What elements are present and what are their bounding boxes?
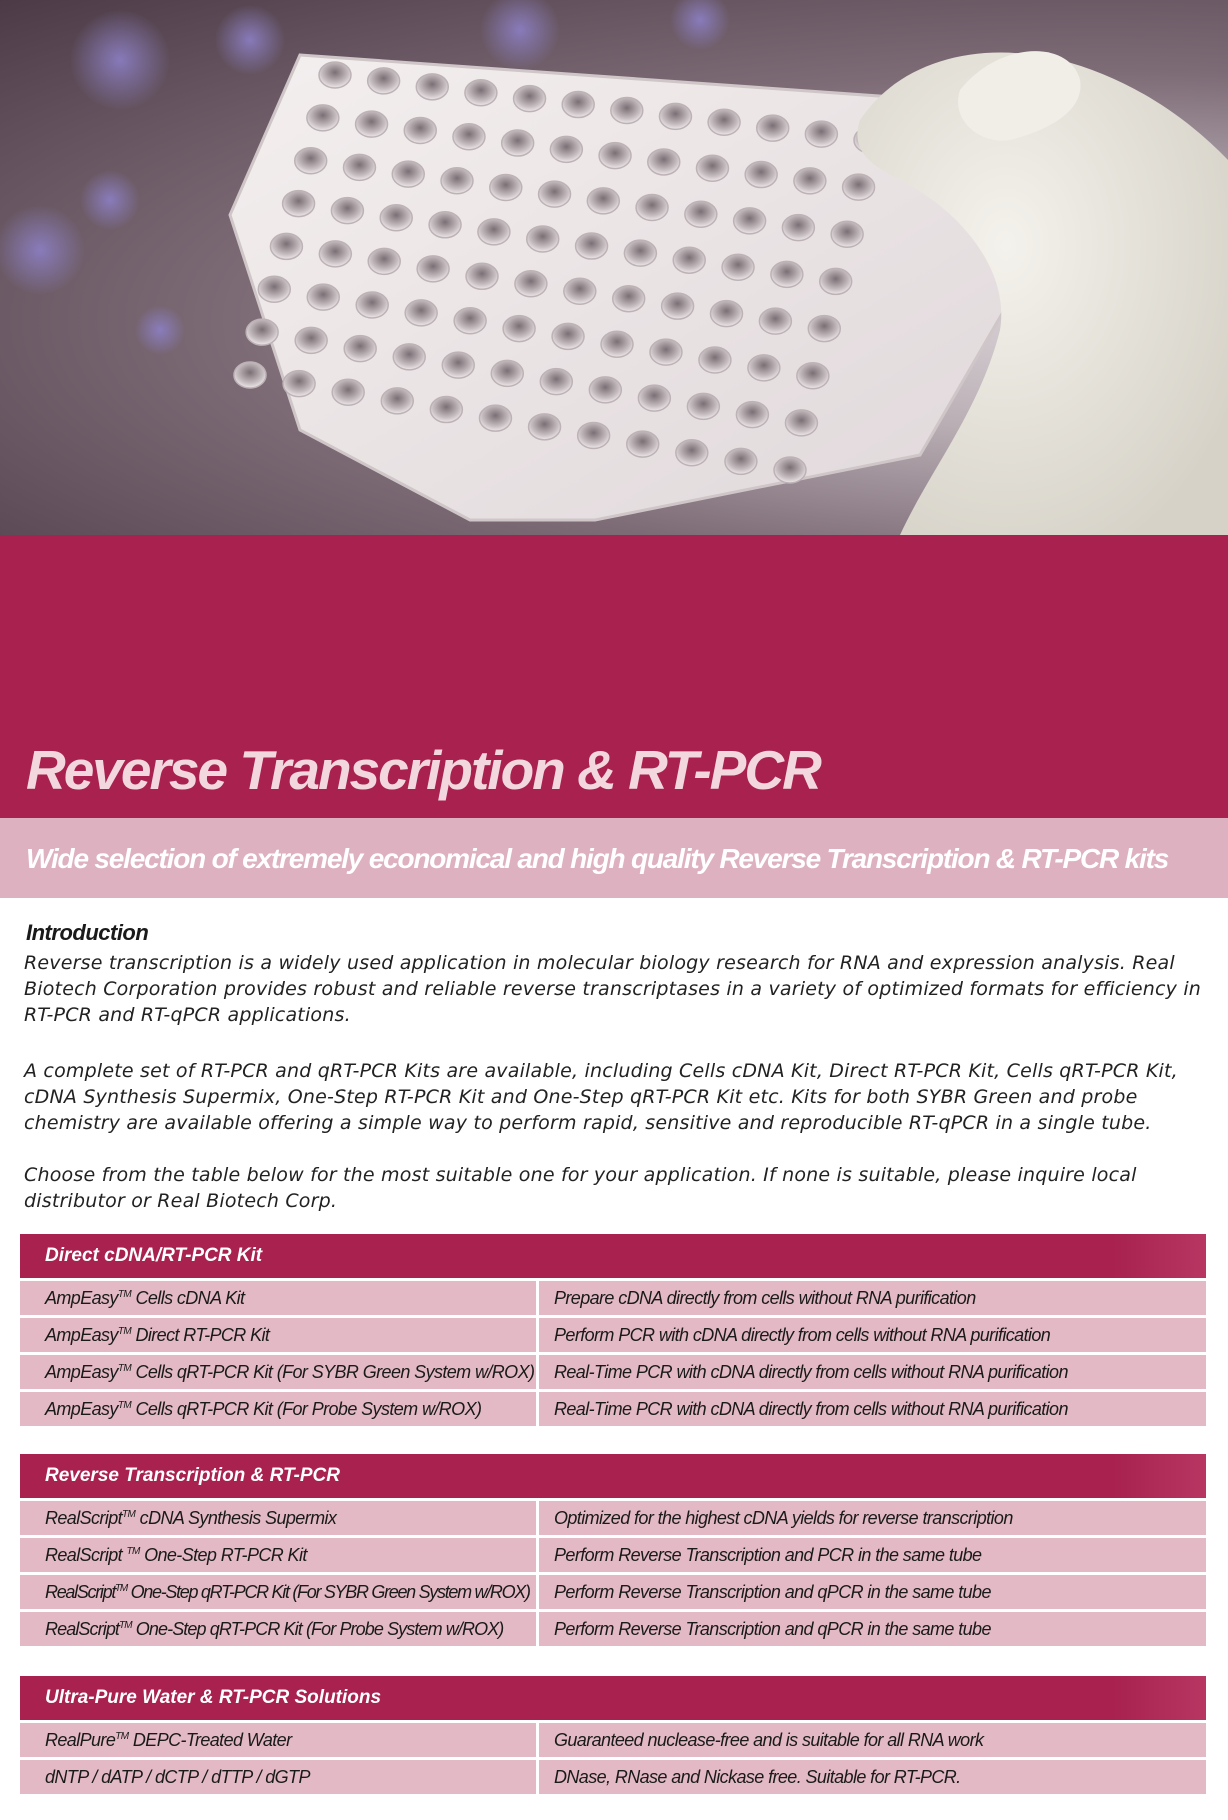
plate-well xyxy=(676,440,708,466)
plate-well xyxy=(708,109,740,135)
choose-paragraph: Choose from the table below for the most suitable one for your application. If none is suitable, please inquire local distributor or Real Biotech Corp. xyxy=(24,1164,1137,1212)
product-name: RealScript™ cDNA Synthesis Supermix xyxy=(20,1501,536,1535)
plate-well xyxy=(771,261,803,287)
plate-well xyxy=(734,208,766,234)
plate-well xyxy=(599,143,631,169)
plate-well xyxy=(393,344,425,370)
table-direct-cdna xyxy=(20,1234,1206,1429)
plate-well xyxy=(540,369,572,395)
plate-well xyxy=(454,308,486,334)
plate-well xyxy=(295,327,327,353)
plate-well xyxy=(805,121,837,147)
product-name: RealScript ™ One-Step RT-PCR Kit xyxy=(20,1538,536,1572)
plate-well xyxy=(576,233,608,259)
product-description: Perform PCR with cDNA directly from cells without RNA purification xyxy=(539,1318,1206,1352)
plate-well xyxy=(699,347,731,373)
plate-well xyxy=(319,62,351,88)
plate-well xyxy=(491,360,523,386)
page-subtitle: Wide selection of extremely economical and high quality Reverse Transcription & RT-PCR kits xyxy=(26,843,1169,874)
plate-well xyxy=(307,105,339,131)
plate-well xyxy=(785,410,817,436)
plate-well xyxy=(381,388,413,414)
plate-well xyxy=(332,379,364,405)
plate-well xyxy=(797,363,829,389)
product-name: AmpEasy™ Cells qRT-PCR Kit (For Probe System w/ROX) xyxy=(20,1392,536,1426)
plate-well xyxy=(441,168,473,194)
plate-well xyxy=(417,256,449,282)
plate-well xyxy=(356,111,388,137)
product-name: dNTP / dATP / dCTP / dTTP / dGTP xyxy=(20,1760,536,1794)
plate-well xyxy=(295,148,327,174)
plate-well xyxy=(539,181,571,207)
plate-well xyxy=(503,316,535,342)
product-name: AmpEasy™ Direct RT-PCR Kit xyxy=(20,1318,536,1352)
product-description: Real-Time PCR with cDNA directly from cells without RNA purification xyxy=(539,1355,1206,1389)
table-reverse-transcription xyxy=(20,1454,1206,1649)
product-description: Perform Reverse Transcription and qPCR in the same tube xyxy=(539,1612,1206,1646)
plate-well xyxy=(283,191,315,217)
plate-well xyxy=(782,215,814,241)
plate-well xyxy=(246,319,278,345)
table-header: Ultra-Pure Water & RT-PCR Solutions xyxy=(20,1676,1206,1720)
table-row xyxy=(20,1392,1206,1426)
product-description: DNase, RNase and Nickase free. Suitable for RT-PCR. xyxy=(539,1760,1206,1794)
plate-well xyxy=(319,241,351,267)
plate-well xyxy=(258,276,290,302)
product-name: AmpEasy™ Cells qRT-PCR Kit (For SYBR Green System w/ROX) xyxy=(20,1355,536,1389)
plate-well xyxy=(638,385,670,411)
plate-well xyxy=(550,136,582,162)
plate-well xyxy=(552,323,584,349)
plate-well xyxy=(757,115,789,141)
plate-well xyxy=(648,149,680,175)
table-header: Direct cDNA/RT-PCR Kit xyxy=(20,1234,1206,1278)
plate-well xyxy=(514,86,546,112)
plate-well xyxy=(479,405,511,431)
plate-well xyxy=(636,195,668,221)
table-row xyxy=(20,1355,1206,1389)
table-header: Reverse Transcription & RT-PCR xyxy=(20,1454,1206,1498)
plate-well xyxy=(627,431,659,457)
plate-well xyxy=(380,205,412,231)
plate-well xyxy=(404,117,436,143)
table-row xyxy=(20,1281,1206,1315)
table-ultra-pure-water xyxy=(20,1676,1206,1797)
plate-well xyxy=(745,162,777,188)
plate-well xyxy=(234,362,266,388)
product-description: Perform Reverse Transcription and qPCR in the same tube xyxy=(539,1575,1206,1609)
plate-well xyxy=(368,68,400,94)
plate-well xyxy=(722,254,754,280)
product-description: Real-Time PCR with cDNA directly from cells without RNA purification xyxy=(539,1392,1206,1426)
hero-image xyxy=(0,0,1228,535)
plate-well xyxy=(774,457,806,483)
plate-well xyxy=(564,278,596,304)
product-description: Prepare cDNA directly from cells without RNA purification xyxy=(539,1281,1206,1315)
introduction-paragraph: Reverse transcription is a widely used application in molecular biology research for RNA and expression analysis. Real Biotech Corporation provides robust and reliable reverse transcriptases in a variety of optimized formats for efficiency in RT-PCR and RT-qPCR applications. xyxy=(24,952,1202,1026)
plate-well xyxy=(405,300,437,326)
table-row xyxy=(20,1501,1206,1535)
plate-well xyxy=(843,174,875,200)
plate-well xyxy=(820,268,852,294)
plate-well xyxy=(685,201,717,227)
product-description: Guaranteed nuclease-free and is suitable for all RNA work xyxy=(539,1723,1206,1757)
plate-well xyxy=(589,377,621,403)
plate-well xyxy=(490,174,522,200)
plate-well xyxy=(356,292,388,318)
plate-well xyxy=(331,198,363,224)
plate-well xyxy=(748,355,780,381)
plate-well xyxy=(515,271,547,297)
plate-well xyxy=(502,130,534,156)
plate-well xyxy=(624,240,656,266)
plate-well xyxy=(650,339,682,365)
table-row xyxy=(20,1612,1206,1646)
plate-well xyxy=(673,247,705,273)
plate-well xyxy=(529,414,561,440)
plate-well xyxy=(587,188,619,214)
product-name: RealPure™ DEPC-Treated Water xyxy=(20,1723,536,1757)
plate-well xyxy=(453,124,485,150)
product-description: Perform Reverse Transcription and PCR in the same tube xyxy=(539,1538,1206,1572)
plate-well xyxy=(613,286,645,312)
product-name: RealScript™ One-Step qRT-PCR Kit (For SYBR Green System w/ROX) xyxy=(20,1575,536,1609)
plate-well xyxy=(687,393,719,419)
table-row xyxy=(20,1760,1206,1794)
plate-well xyxy=(283,371,315,397)
product-name: RealScript™ One-Step qRT-PCR Kit (For Probe System w/ROX) xyxy=(20,1612,536,1646)
table-row xyxy=(20,1538,1206,1572)
plate-well xyxy=(429,212,461,238)
introduction-heading: Introduction xyxy=(26,920,149,945)
plate-well xyxy=(562,92,594,118)
plate-well xyxy=(831,221,863,247)
plate-well xyxy=(662,293,694,319)
plate-well xyxy=(601,331,633,357)
plate-well xyxy=(659,103,691,129)
plate-well xyxy=(808,316,840,342)
plate-well xyxy=(416,74,448,100)
table-row xyxy=(20,1318,1206,1352)
plate-well xyxy=(442,352,474,378)
plate-well xyxy=(736,402,768,428)
plate-well xyxy=(270,233,302,259)
plate-well xyxy=(343,154,375,180)
plate-well xyxy=(527,226,559,252)
plate-well xyxy=(466,263,498,289)
plate-well xyxy=(478,219,510,245)
plate-well xyxy=(392,161,424,187)
table-row xyxy=(20,1723,1206,1757)
plate-well xyxy=(368,248,400,274)
page-title: Reverse Transcription & RT-PCR xyxy=(26,739,820,801)
product-name: AmpEasy™ Cells cDNA Kit xyxy=(20,1281,536,1315)
plate-well xyxy=(344,336,376,362)
plate-well xyxy=(307,284,339,310)
kits-paragraph: A complete set of RT-PCR and qRT-PCR Kits are available, including Cells cDNA Kit, Direct RT-PCR Kit, Cells qRT-PCR Kit, cDNA Synthesis Supermix, One-Step RT-PCR Kit and One-Step qRT-PCR Kit etc. Kits for both SYBR Green and probe chemistry are available offering a simple way to perform rapid, sensitive and reproducible RT-qPCR in a single tube. xyxy=(24,1060,1178,1134)
plate-well xyxy=(578,422,610,448)
product-description: Optimized for the highest cDNA yields for reverse transcription xyxy=(539,1501,1206,1535)
plate-well xyxy=(759,308,791,334)
plate-well xyxy=(696,155,728,181)
plate-well xyxy=(794,168,826,194)
plate-well xyxy=(710,301,742,327)
plate-well xyxy=(430,397,462,423)
table-row xyxy=(20,1575,1206,1609)
plate-well xyxy=(725,448,757,474)
plate-well xyxy=(465,80,497,106)
plate-well xyxy=(611,97,643,123)
